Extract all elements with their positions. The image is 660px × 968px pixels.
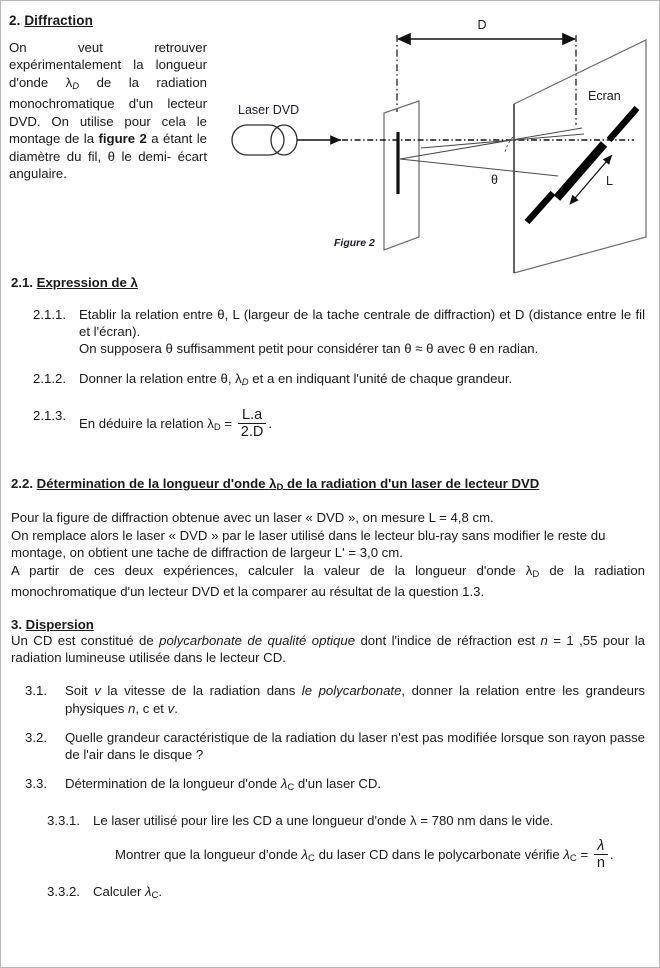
q331-l2-after: . xyxy=(609,846,614,862)
fraction-numerator: L.a xyxy=(238,407,267,424)
diffracted-ray-upper xyxy=(400,128,582,159)
section-2-2-title xyxy=(36,476,540,494)
section-2-title: Diffraction xyxy=(24,13,93,28)
question-3-3-1-line-2 xyxy=(93,838,645,871)
question-3-1-number: 3.1. xyxy=(25,683,47,699)
section-2-2-heading xyxy=(11,476,645,493)
q212-lambda: λ xyxy=(235,370,242,386)
index-symbol-n: n xyxy=(128,700,136,716)
s22-final-after: de la radiation monochromatique d'un lecteur DVD et la comparer au résultat de la question 1.3. xyxy=(11,562,646,600)
section-2-1-title-lambda: λ xyxy=(130,275,138,290)
question-2-1-1-number: 2.1.1. xyxy=(33,307,66,322)
s22-final-lambda-sub: D xyxy=(532,568,540,580)
lambda-subscript-d: D xyxy=(72,80,80,92)
section-2-2-paragraph-1: Pour la figure de diffraction obtenue avec un laser « DVD », on mesure L = 4,8 cm. xyxy=(11,510,494,526)
question-3-2-text: Quelle grandeur caractéristique de la radiation du laser n'est pas modifiée lorsque son rayon passe de l'air dans le disque ? xyxy=(65,729,645,762)
q332-after: . xyxy=(158,884,163,900)
q33-lambda: λ xyxy=(280,776,288,792)
section-2-2-title-part-1: Détermination de la longueur d'onde xyxy=(36,476,270,492)
intro-text-part-2: de la radiation monochromatique d'un lecteur DVD. On utilise pour cela le montage de la xyxy=(9,74,208,147)
q213-lambda: λ xyxy=(207,415,214,431)
question-2-1-3-text xyxy=(79,407,645,440)
question-2-1-1-text: Etablir la relation entre θ, L (largeur de la tache centrale de diffraction) et D (distance entre le fil et l'écran). xyxy=(79,307,645,340)
section-2-1-number: 2.1. xyxy=(11,275,33,290)
figure-2-reference: figure 2 xyxy=(98,131,147,147)
velocity-symbol-v-2: v xyxy=(167,700,175,716)
fraction-numerator-lambda: λ xyxy=(594,838,608,855)
question-2-1-2-text xyxy=(79,370,645,391)
question-3-3-1 xyxy=(47,812,645,829)
intro-text-part-1: On veut retrouver expérimentalement la longueur d'onde xyxy=(9,40,207,90)
label-laser-dvd: Laser DVD xyxy=(238,103,300,117)
q31-t1: Soit xyxy=(65,683,95,699)
section-2-intro-paragraph xyxy=(9,39,207,182)
q212-lambda-sub: D xyxy=(241,376,249,388)
q33-lambda-sub: C xyxy=(287,782,295,794)
intro-text-part-3: a étant le diamètre du fil, θ le demi- écart angulaire. xyxy=(9,131,207,181)
q332-lambda-sub: C xyxy=(151,890,159,902)
q213-lambda-sub: D xyxy=(213,422,221,434)
label-ecran: Ecran xyxy=(588,89,621,103)
question-3-2 xyxy=(25,729,645,763)
refractive-index-symbol: n xyxy=(540,632,548,648)
diffraction-setup-svg xyxy=(214,7,660,275)
section-2-1-title-text: Expression de xyxy=(36,275,131,290)
label-theta: θ xyxy=(491,173,498,187)
diffracted-ray-mid xyxy=(421,134,584,148)
question-3-2-number: 3.2. xyxy=(25,729,47,745)
question-2-1-1 xyxy=(33,306,645,340)
section-2-2-title-part-2: de la radiation d'un laser de lecteur DVD xyxy=(283,476,540,492)
q213-after: . xyxy=(268,415,273,431)
q331-l2-mid: du laser CD dans le polycarbonate vérifie xyxy=(314,846,564,862)
question-3-3-2-number: 3.3.2. xyxy=(47,884,80,900)
section-3-number: 3. xyxy=(11,616,22,632)
question-2-1-2-number: 2.1.2. xyxy=(33,370,66,386)
q31-t2: la vitesse de la radiation dans xyxy=(100,683,302,699)
q33-before: Détermination de la longueur d'onde xyxy=(65,776,281,792)
section-2-2-number: 2.2. xyxy=(11,476,33,492)
q212-after: et a en indiquant l'unité de chaque grandeur. xyxy=(248,370,513,386)
section-3-intro-paragraph xyxy=(11,632,645,667)
section-2-intro-column xyxy=(9,13,207,182)
section-3-heading xyxy=(11,617,645,632)
polycarbonate-emphasis: polycarbonate de qualité optique xyxy=(159,632,356,648)
q31-t5: . xyxy=(174,700,178,716)
side-fringe-lower xyxy=(527,193,553,222)
s3-intro-part-2: dont l'indice de réfraction est xyxy=(355,632,541,648)
slit-plane-outline xyxy=(384,101,419,250)
section-2-2-paragraph-2: On remplace alors le laser « DVD » par le laser utilisé dans le lecteur blu-ray sans modifier le reste du montage, on obtient une tache de diffraction de largeur L' = 3,0 cm. xyxy=(11,527,606,561)
document-body xyxy=(6,275,651,904)
section-3-title: Dispersion xyxy=(25,616,94,632)
question-2-1-3-number: 2.1.3. xyxy=(33,407,66,423)
q213-before: En déduire la relation xyxy=(79,415,208,431)
figure-2-diagram xyxy=(214,7,660,275)
velocity-symbol-v: v xyxy=(94,683,101,699)
fraction-lambda-over-n xyxy=(594,838,608,871)
fraction-denominator: 2.D xyxy=(240,424,264,441)
s22-final-lambda: λ xyxy=(525,562,533,578)
question-3-1-text xyxy=(65,682,645,716)
question-3-3 xyxy=(25,775,645,796)
equation-equals: = xyxy=(576,846,592,862)
section-2-2-title-lambda-sub: D xyxy=(276,482,284,494)
page-content xyxy=(1,1,659,967)
question-3-3-text xyxy=(65,775,645,796)
section-2-number: 2. xyxy=(9,13,21,28)
s3-intro-part-3: = 1 ,55 pour la radiation lumineuse utilisée dans le lecteur CD. xyxy=(11,632,645,665)
question-2-1-1-note-text: On supposera θ suffisamment petit pour considérer tan θ ≈ θ avec θ en radian. xyxy=(79,341,539,357)
section-2-1-title xyxy=(37,275,138,290)
diffracted-ray-lower xyxy=(400,159,558,176)
section-2-2-title-lambda: λ xyxy=(269,476,277,492)
q332-lambda: λ xyxy=(145,884,152,900)
question-3-3-2 xyxy=(47,883,645,904)
q31-t4: , c et xyxy=(135,700,168,716)
q212-before: Donner la relation entre θ, xyxy=(79,370,236,386)
question-3-1 xyxy=(25,682,645,716)
equation-lambda-c: λ xyxy=(563,846,570,862)
section-2-heading xyxy=(9,13,207,28)
q331-lambda-c-sub: C xyxy=(308,852,315,864)
question-3-3-1-line-2-row xyxy=(47,838,645,871)
section-2-1-heading xyxy=(11,275,645,290)
q213-equals: = xyxy=(220,415,236,431)
question-3-3-1-line-1: Le laser utilisé pour lire les CD a une longueur d'onde λ = 780 nm dans le vide. xyxy=(93,813,554,829)
s22-final-before: A partir de ces deux expériences, calculer la valeur de la longueur d'onde xyxy=(11,562,526,578)
q31-t3: , donner la relation entre les grandeurs physiques xyxy=(65,683,645,716)
question-3-3-number: 3.3. xyxy=(25,776,47,792)
lambda-symbol: λ xyxy=(65,74,73,90)
label-distance-d: D xyxy=(477,18,487,32)
screen-plane-outline xyxy=(514,40,646,273)
fraction-lambda-d-formula xyxy=(238,407,267,440)
polycarbonate-emphasis-2: le polycarbonate xyxy=(301,683,402,699)
section-2-header-region xyxy=(6,7,651,275)
section-2-2-paragraph-3 xyxy=(11,562,645,601)
fraction-denominator-n: n xyxy=(596,854,605,871)
laser-body xyxy=(232,125,284,155)
q331-lambda-c: λ xyxy=(301,846,309,862)
question-2-1-2 xyxy=(33,370,645,391)
s3-intro-part-1: Un CD est constitué de xyxy=(11,632,160,648)
question-3-3-2-text xyxy=(93,883,645,904)
question-3-3-1-number: 3.3.1. xyxy=(47,813,80,829)
question-2-1-3 xyxy=(33,407,645,440)
equation-lambda-c-sub: C xyxy=(569,852,577,864)
question-2-1-1-note xyxy=(33,340,645,357)
figure-caption: Figure 2 xyxy=(334,237,375,249)
q331-l2-before: Montrer que la longueur d'onde xyxy=(115,846,302,862)
central-fringe xyxy=(557,144,604,198)
q33-after: d'un laser CD. xyxy=(294,776,382,792)
side-fringe-upper xyxy=(609,108,637,140)
label-length-l: L xyxy=(606,174,613,188)
q332-before: Calculer xyxy=(93,884,146,900)
